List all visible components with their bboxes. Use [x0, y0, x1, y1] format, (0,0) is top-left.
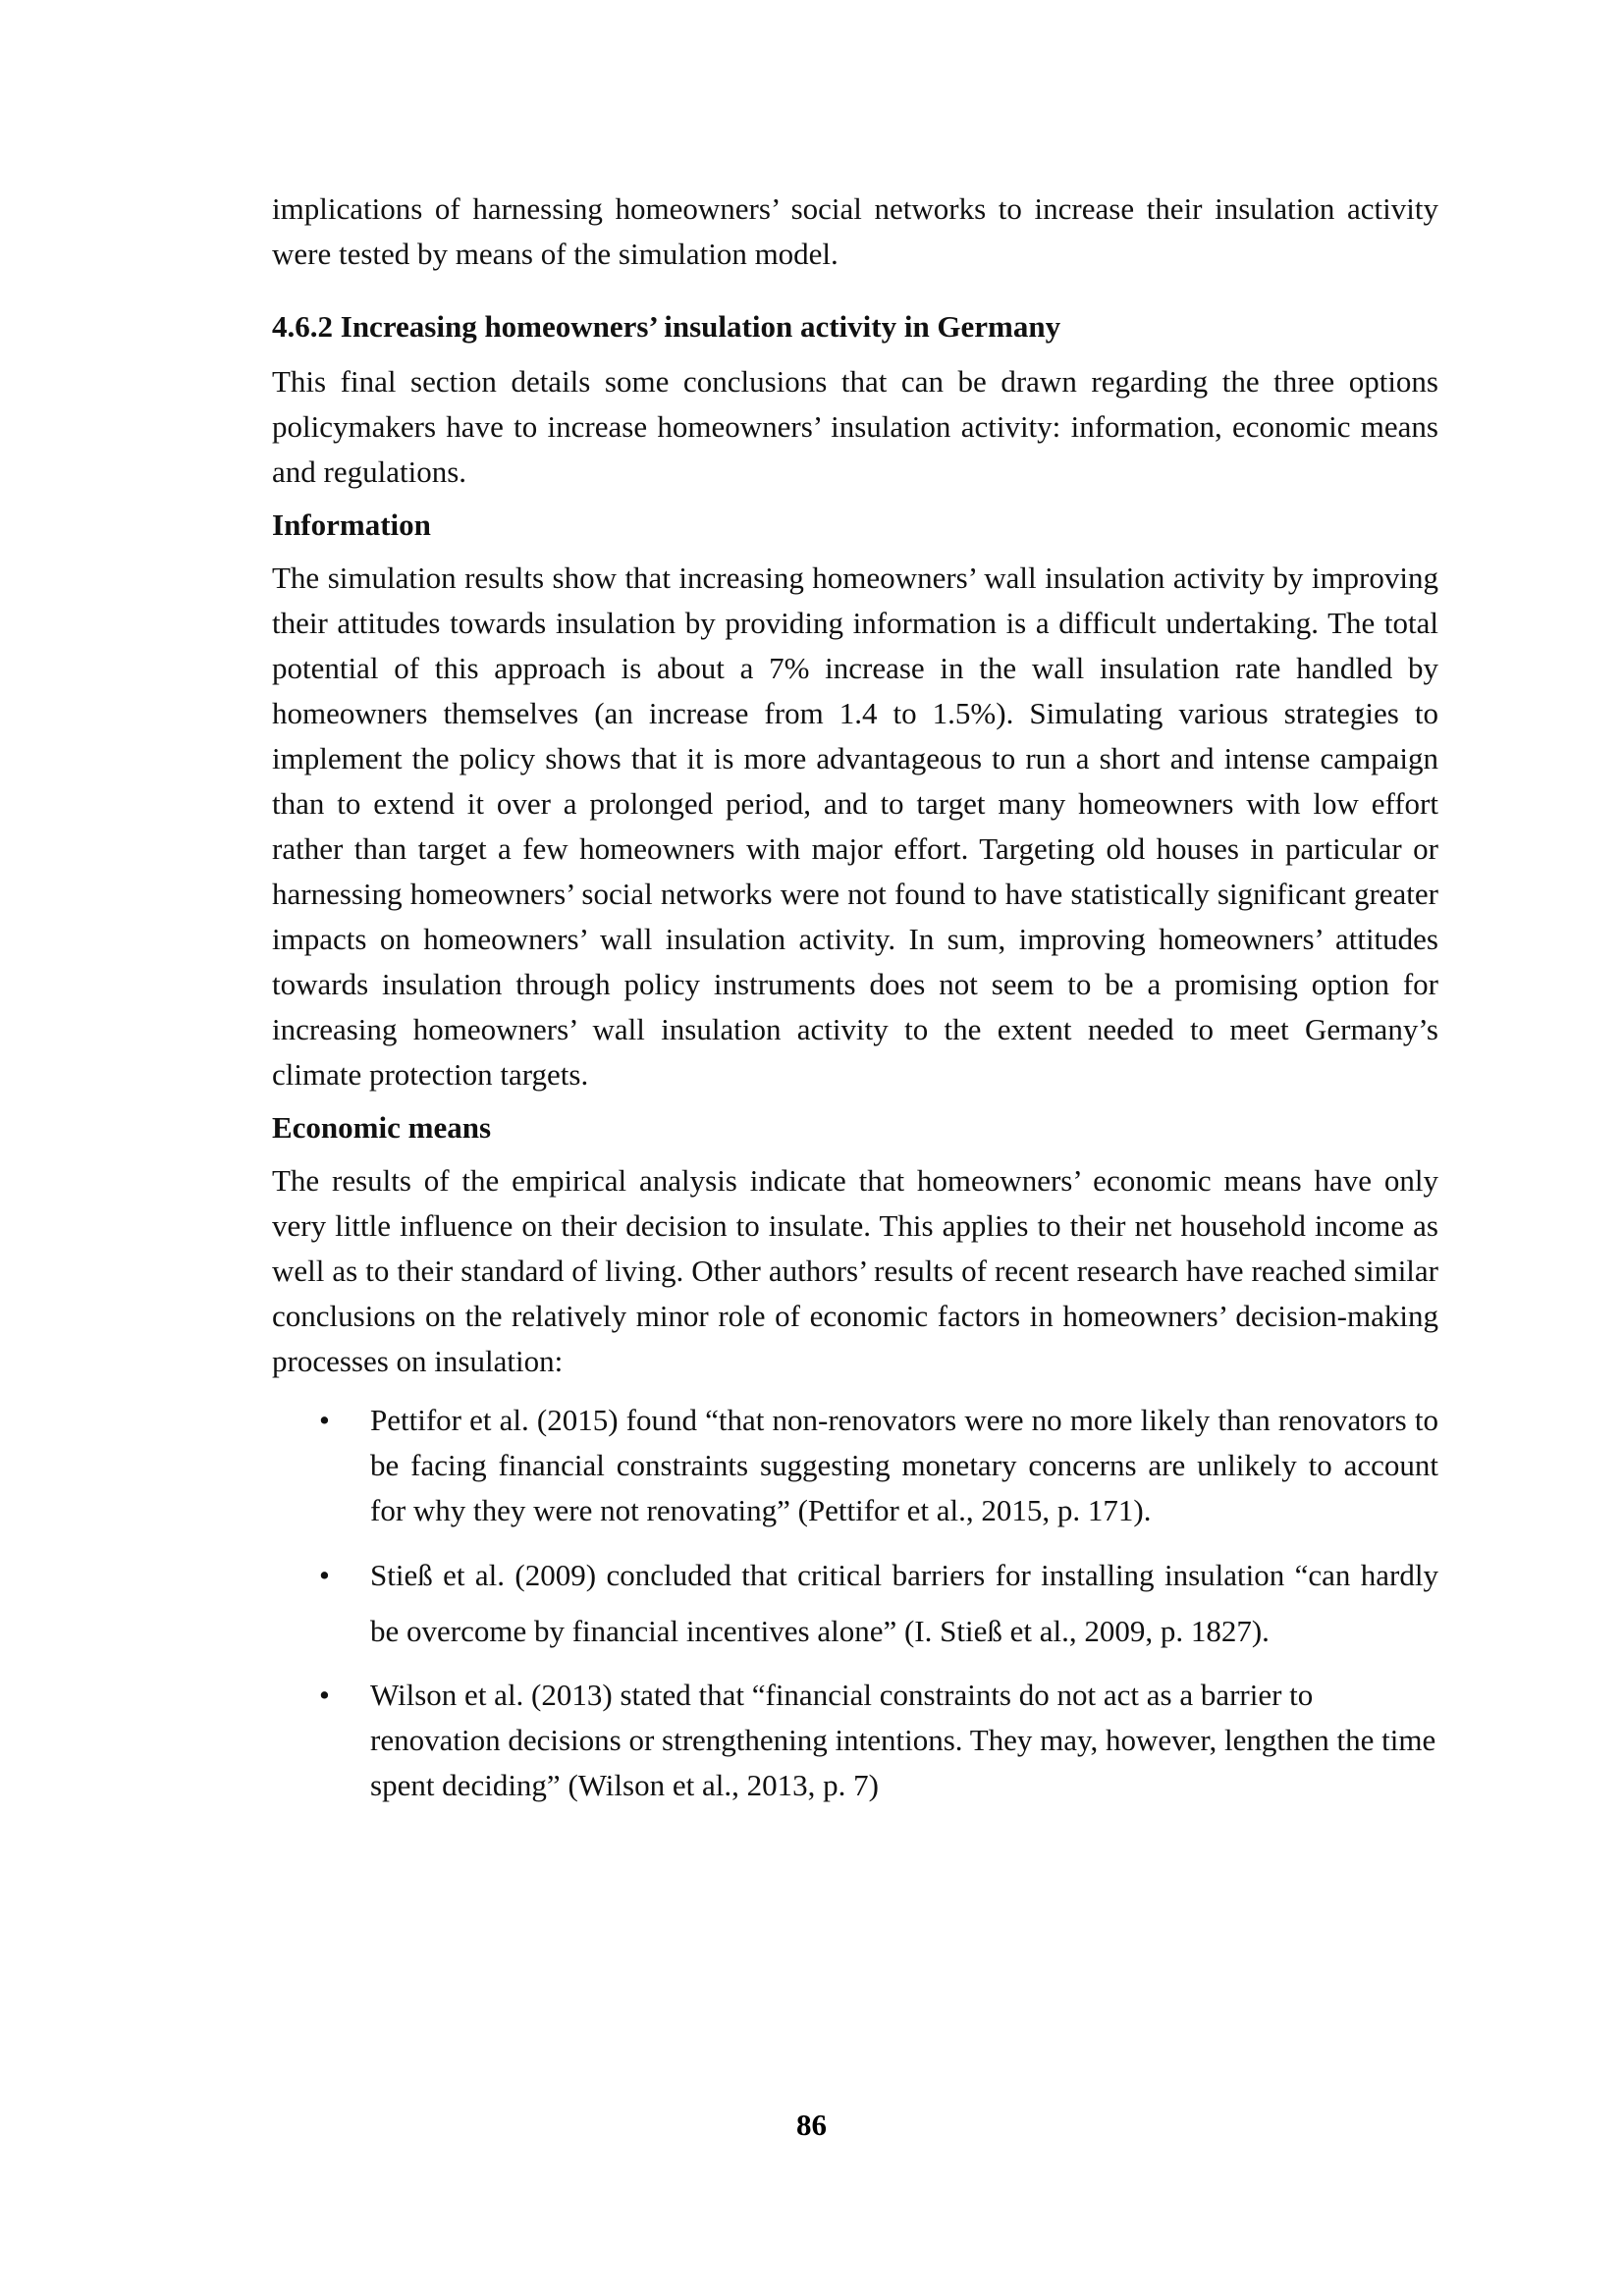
list-item-text: Stieß et al. (2009) concluded that critical barriers for installing insulation “can hardly be overcome by financial incentives alone” (I. Stieß et al., 2009, p. 1827).	[370, 1558, 1438, 1648]
document-page	[272, 187, 1438, 1822]
citation-list	[272, 1398, 1438, 1808]
intro-paragraph: implications of harnessing homeowners’ social networks to increase their insulation activity were tested by means of the simulation model.	[272, 191, 1438, 271]
section-intro-paragraph: This final section details some conclusions that can be drawn regarding the three options policymakers have to increase homeowners’ insulation activity: information, economic means and regulations.	[272, 364, 1438, 489]
bullet-icon: •	[319, 1403, 330, 1437]
section-heading: 4.6.2 Increasing homeowners’ insulation activity in Germany	[272, 309, 1061, 344]
list-item-text: Pettifor et al. (2015) found “that non-renovators were no more likely than renovators to be facing financial constraints suggesting monetary concerns are unlikely to account for why they were not renovating” (Pettifor et al., 2015, p. 171).	[370, 1403, 1438, 1527]
list-item	[272, 1673, 1438, 1808]
list-item-text: Wilson et al. (2013) stated that “financial constraints do not act as a barrier to renovation decisions or strengthening intentions. They may, however, lengthen the time spent deciding” (Wilson et al., 2013, p. 7)	[370, 1678, 1436, 1802]
list-item	[272, 1398, 1438, 1533]
information-paragraph: The simulation results show that increasing homeowners’ wall insulation activity by improving their attitudes towards insulation by providing information is a difficult undertaking. The total potential of this approach is about a 7% increase in the wall insulation rate handled by homeowners themselves (an increase from 1.4 to 1.5%). Simulating various strategies to implement the policy shows that it is more advantageous to run a short and intense campaign than to extend it over a prolonged period, and to target many homeowners with low effort rather than target a few homeowners with major effort. Targeting old houses in particular or harnessing homeowners’ social networks were not found to have statistically significant greater impacts on homeowners’ wall insulation activity. In sum, improving homeowners’ attitudes towards insulation through policy instruments does not seem to be a promising option for increasing homeowners’ wall insulation activity to the extent needed to meet Germany’s climate protection targets.	[272, 561, 1438, 1092]
list-item	[272, 1547, 1438, 1659]
information-heading: Information	[272, 507, 431, 542]
page-number: 86	[796, 2108, 827, 2142]
economic-means-paragraph: The results of the empirical analysis indicate that homeowners’ economic means have only very little influence on their decision to insulate. This applies to their net household income as well as to their standard of living. Other authors’ results of recent research have reached similar conclusions on the relatively minor role of economic factors in homeowners’ decision-making processes on insulation:	[272, 1163, 1438, 1378]
bullet-icon: •	[319, 1678, 330, 1712]
economic-means-heading: Economic means	[272, 1110, 492, 1145]
bullet-icon: •	[319, 1558, 330, 1592]
